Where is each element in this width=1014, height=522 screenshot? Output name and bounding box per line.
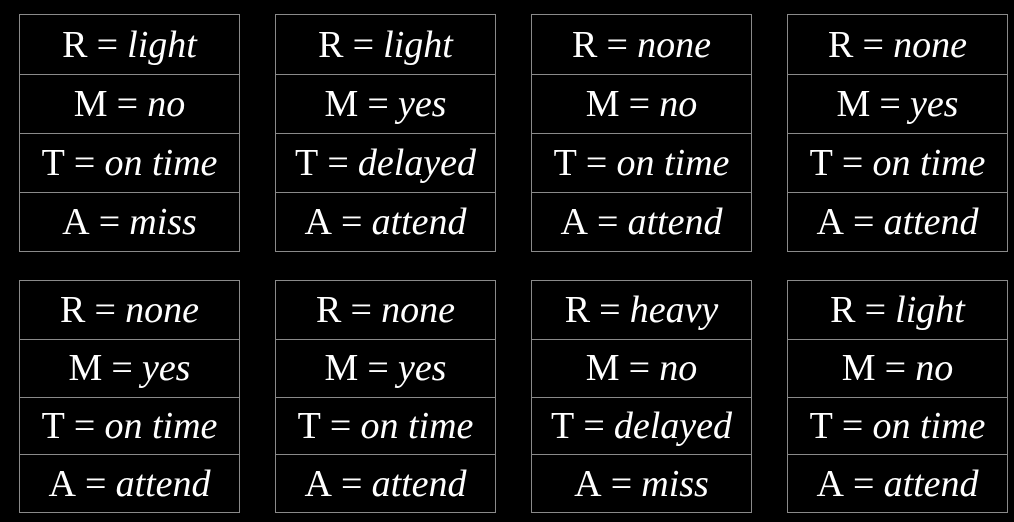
- world-table-6: [275, 280, 496, 513]
- equals-sign: =: [367, 347, 389, 390]
- variable-name: A: [304, 462, 332, 505]
- variable-name: R: [316, 288, 342, 331]
- variable-value: attend: [883, 201, 979, 243]
- variable-name: M: [324, 83, 359, 125]
- world-table-5: [19, 280, 240, 513]
- variable-value: light: [383, 23, 453, 66]
- equals-sign: =: [879, 83, 901, 125]
- assignment-row: [788, 192, 1007, 251]
- assignment-row: [276, 74, 495, 133]
- world-table-2: [275, 14, 496, 252]
- equals-sign: =: [73, 142, 96, 184]
- assignment-row: [276, 192, 495, 251]
- assignment-row: [20, 281, 239, 339]
- equals-sign: =: [327, 142, 349, 184]
- assignment-row: [20, 454, 239, 512]
- equals-sign: =: [597, 201, 619, 243]
- variable-value: delayed: [613, 404, 733, 447]
- variable-value: light: [127, 23, 197, 66]
- assignment-row: [788, 15, 1007, 74]
- world-table-7: [531, 280, 752, 513]
- equals-sign: =: [628, 347, 651, 390]
- equals-sign: =: [111, 347, 133, 390]
- variable-name: R: [572, 23, 598, 66]
- equals-sign: =: [841, 142, 864, 184]
- equals-sign: =: [862, 23, 884, 66]
- variable-name: R: [62, 23, 88, 66]
- variable-value: on time: [616, 142, 730, 184]
- world-table-3: [531, 14, 752, 252]
- variable-value: heavy: [629, 288, 719, 331]
- assignment-row: [276, 454, 495, 512]
- assignment-row: [532, 397, 751, 455]
- assignment-row: [20, 192, 239, 251]
- variable-value: on time: [872, 142, 986, 184]
- assignment-row: [276, 281, 495, 339]
- equals-sign: =: [341, 201, 363, 243]
- variable-value: attend: [883, 462, 979, 505]
- variable-name: R: [564, 288, 591, 331]
- variable-name: M: [73, 83, 108, 125]
- equals-sign: =: [864, 288, 887, 331]
- variable-name: A: [574, 462, 602, 505]
- variable-name: A: [304, 201, 332, 243]
- assignment-row: [788, 339, 1007, 397]
- variable-name: A: [560, 201, 588, 243]
- variable-name: R: [318, 23, 344, 66]
- equals-sign: =: [853, 462, 875, 505]
- equals-sign: =: [341, 462, 363, 505]
- equals-sign: =: [116, 83, 139, 125]
- assignment-row: [20, 133, 239, 192]
- variable-name: T: [809, 142, 833, 184]
- assignment-row: [788, 281, 1007, 339]
- variable-name: A: [816, 201, 844, 243]
- variable-value: no: [147, 83, 186, 125]
- variable-name: M: [585, 347, 620, 390]
- assignment-row: [532, 74, 751, 133]
- world-table-4: [787, 14, 1008, 252]
- variable-value: no: [659, 83, 698, 125]
- assignment-row: [20, 397, 239, 455]
- assignment-row: [276, 15, 495, 74]
- assignment-row: [788, 74, 1007, 133]
- equals-sign: =: [606, 23, 628, 66]
- variable-value: yes: [909, 83, 959, 125]
- equals-sign: =: [329, 404, 352, 447]
- variable-value: miss: [641, 462, 709, 505]
- variable-value: miss: [129, 201, 197, 243]
- assignment-row: [532, 281, 751, 339]
- variable-name: T: [297, 404, 321, 447]
- variable-name: M: [585, 83, 620, 125]
- variable-value: on time: [872, 404, 986, 447]
- equals-sign: =: [96, 23, 119, 66]
- assignment-row: [276, 133, 495, 192]
- equals-sign: =: [610, 462, 633, 505]
- variable-name: M: [836, 83, 871, 125]
- variable-value: on time: [104, 142, 218, 184]
- variable-value: yes: [397, 83, 447, 125]
- variable-value: attend: [627, 201, 723, 243]
- variable-value: none: [381, 288, 455, 331]
- assignment-row: [20, 74, 239, 133]
- variable-name: M: [68, 347, 103, 390]
- variable-name: R: [830, 288, 856, 331]
- variable-value: attend: [371, 462, 467, 505]
- assignment-row: [532, 339, 751, 397]
- equals-sign: =: [94, 288, 116, 331]
- equals-sign: =: [841, 404, 864, 447]
- variable-value: light: [895, 288, 965, 331]
- world-table-8: [787, 280, 1008, 513]
- equals-sign: =: [367, 83, 389, 125]
- variable-name: T: [809, 404, 833, 447]
- variable-name: R: [60, 288, 86, 331]
- variable-value: delayed: [357, 142, 477, 184]
- assignment-row: [788, 454, 1007, 512]
- variable-name: A: [816, 462, 844, 505]
- equals-sign: =: [628, 83, 651, 125]
- variable-name: A: [48, 462, 76, 505]
- assignment-row: [532, 454, 751, 512]
- world-table-1: [19, 14, 240, 252]
- variable-value: no: [915, 347, 954, 390]
- assignment-row: [276, 339, 495, 397]
- variable-value: none: [893, 23, 967, 66]
- variable-name: T: [41, 142, 65, 184]
- variable-value: attend: [115, 462, 211, 505]
- equals-sign: =: [884, 347, 907, 390]
- equals-sign: =: [352, 23, 375, 66]
- variable-value: on time: [104, 404, 218, 447]
- variable-value: on time: [360, 404, 474, 447]
- equals-sign: =: [853, 201, 875, 243]
- equals-sign: =: [599, 288, 621, 331]
- assignment-row: [20, 339, 239, 397]
- assignment-row: [788, 133, 1007, 192]
- variable-name: M: [324, 347, 359, 390]
- assignment-row: [20, 15, 239, 74]
- variable-name: R: [828, 23, 854, 66]
- variable-name: M: [841, 347, 876, 390]
- equals-sign: =: [85, 462, 107, 505]
- variable-value: no: [659, 347, 698, 390]
- variable-value: attend: [371, 201, 467, 243]
- equals-sign: =: [98, 201, 121, 243]
- assignment-row: [276, 397, 495, 455]
- equals-sign: =: [73, 404, 96, 447]
- variable-name: T: [550, 404, 575, 447]
- variable-value: yes: [397, 347, 447, 390]
- equals-sign: =: [583, 404, 605, 447]
- variable-name: T: [294, 142, 319, 184]
- variable-value: none: [637, 23, 711, 66]
- variable-name: T: [553, 142, 577, 184]
- equals-sign: =: [585, 142, 608, 184]
- variable-name: T: [41, 404, 65, 447]
- assignment-row: [788, 397, 1007, 455]
- variable-name: A: [62, 201, 90, 243]
- variable-value: none: [125, 288, 199, 331]
- assignment-row: [532, 15, 751, 74]
- equals-sign: =: [350, 288, 372, 331]
- assignment-row: [532, 192, 751, 251]
- assignment-row: [532, 133, 751, 192]
- variable-value: yes: [141, 347, 191, 390]
